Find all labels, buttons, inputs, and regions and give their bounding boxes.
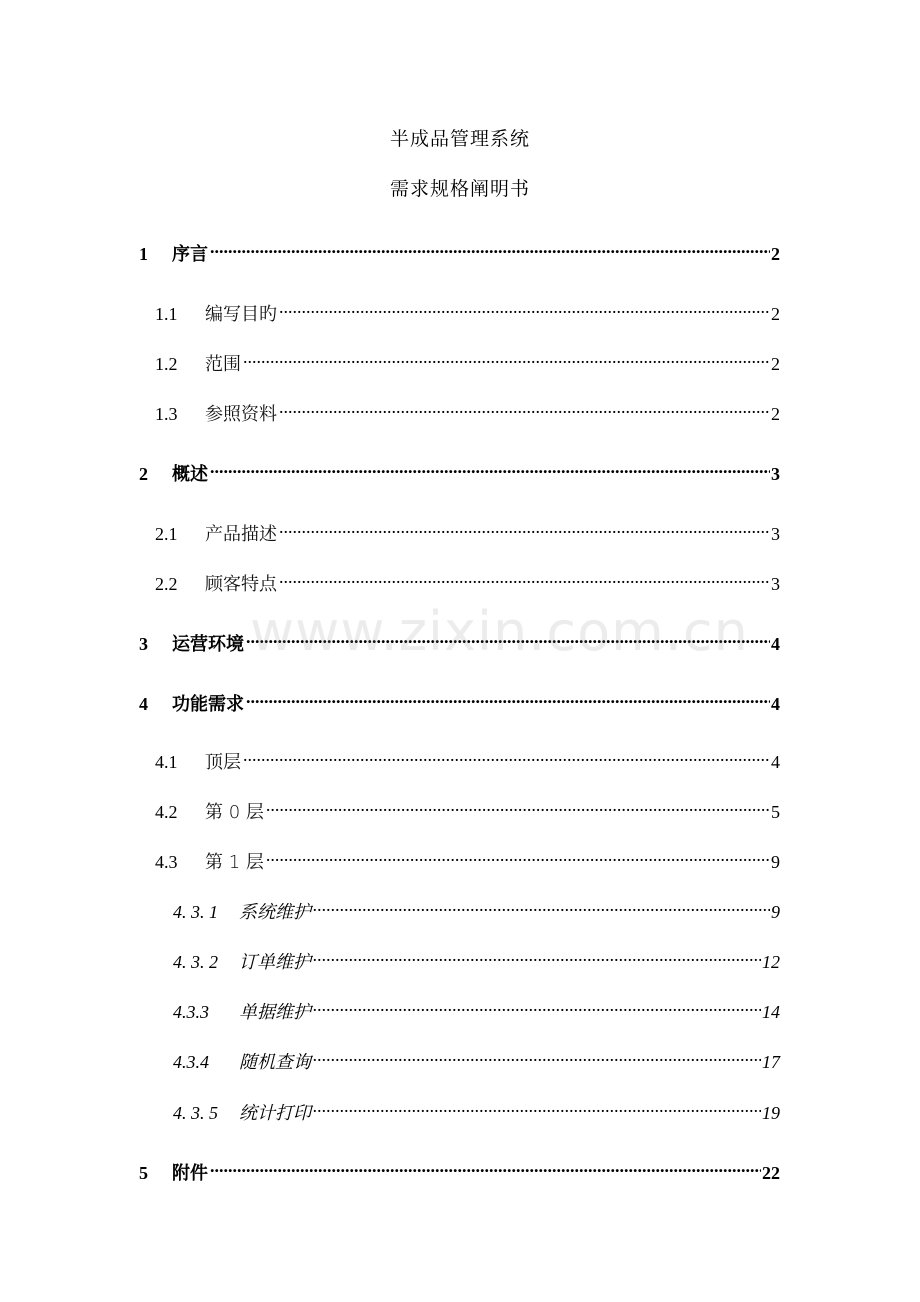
toc-number: 2 xyxy=(139,464,148,484)
toc-page-number: 9 xyxy=(771,902,780,922)
toc-number: 1.1 xyxy=(155,304,178,324)
toc-number: 1.2 xyxy=(155,354,178,374)
toc-label: 第 0 层 xyxy=(205,802,264,823)
toc-label: 概述 xyxy=(172,464,208,485)
toc-leader xyxy=(277,514,770,540)
toc-number: 1.3 xyxy=(155,404,178,424)
toc-entry[interactable] xyxy=(139,684,780,715)
toc-label: 订单维护 xyxy=(239,952,311,973)
toc-number: 3 xyxy=(139,634,148,654)
toc-number: 2.1 xyxy=(155,524,178,544)
toc-page-number: 9 xyxy=(771,852,780,872)
toc-leader xyxy=(311,1042,761,1068)
toc-leader xyxy=(208,1153,761,1179)
toc-label: 统计打印 xyxy=(239,1103,311,1124)
toc-page-number: 3 xyxy=(771,574,780,594)
toc-page-number: 2 xyxy=(771,404,780,424)
toc-label: 编写目旳 xyxy=(205,304,277,325)
toc-page-number: 3 xyxy=(771,464,780,484)
toc-number: 4.3 xyxy=(155,852,178,872)
toc-label: 附件 xyxy=(172,1163,208,1184)
toc-number: 4.2 xyxy=(155,802,178,822)
toc-entry[interactable] xyxy=(155,394,780,425)
toc-leader xyxy=(277,294,770,320)
toc-label: 系统维护 xyxy=(239,902,311,923)
toc-leader xyxy=(277,564,770,590)
toc-page-number: 14 xyxy=(762,1002,780,1022)
toc-number: 1 xyxy=(139,244,148,264)
toc-entry[interactable] xyxy=(155,842,780,873)
toc-page-number: 4 xyxy=(771,634,780,654)
toc-entry[interactable] xyxy=(173,892,780,923)
toc-leader xyxy=(244,684,770,710)
toc-entry[interactable] xyxy=(155,742,780,773)
toc-leader xyxy=(277,394,770,420)
toc-entry[interactable] xyxy=(155,792,780,823)
toc-page-number: 19 xyxy=(762,1103,780,1123)
toc-number: 4 xyxy=(139,694,148,714)
toc-page-number: 5 xyxy=(771,802,780,822)
toc-entry[interactable] xyxy=(173,942,780,973)
toc-number: 4. 3. 5 xyxy=(173,1103,218,1123)
toc-label: 随机查询 xyxy=(239,1052,311,1073)
document-subtitle: 需求规格阐明书 xyxy=(389,178,530,200)
toc-label: 产品描述 xyxy=(205,524,277,545)
toc-entry[interactable] xyxy=(139,624,780,655)
toc-leader xyxy=(241,742,770,768)
toc-page-number: 2 xyxy=(771,244,780,264)
toc-entry[interactable] xyxy=(139,1153,780,1184)
toc-entry[interactable] xyxy=(173,1042,780,1073)
toc-page-number: 12 xyxy=(762,952,780,972)
toc-number: 4.1 xyxy=(155,752,178,772)
toc-page-number: 2 xyxy=(771,304,780,324)
toc-label: 第 1 层 xyxy=(205,852,264,873)
toc-number: 4.3.4 xyxy=(173,1052,209,1072)
toc-page-number: 2 xyxy=(771,354,780,374)
toc-page-number: 3 xyxy=(771,524,780,544)
toc-entry[interactable] xyxy=(155,514,780,545)
toc-leader xyxy=(311,942,761,968)
toc-page-number: 22 xyxy=(762,1163,780,1183)
toc-leader xyxy=(241,344,770,370)
toc-leader xyxy=(244,624,770,650)
toc-entry[interactable] xyxy=(173,1093,780,1124)
toc-leader xyxy=(264,842,770,868)
toc-page-number: 4 xyxy=(771,694,780,714)
toc-leader xyxy=(311,892,770,918)
toc-label: 顶层 xyxy=(205,752,241,773)
watermark: www.zixin.com.cn xyxy=(250,600,749,663)
toc-number: 2.2 xyxy=(155,574,178,594)
toc-label: 功能需求 xyxy=(172,694,244,715)
toc-number: 4. 3. 1 xyxy=(173,902,218,922)
toc-number: 4.3.3 xyxy=(173,1002,209,1022)
toc-leader xyxy=(311,1093,761,1119)
toc-label: 单据维护 xyxy=(239,1002,311,1023)
toc-label: 顾客特点 xyxy=(205,574,277,595)
toc-entry[interactable] xyxy=(155,564,780,595)
toc-label: 范围 xyxy=(205,354,241,375)
toc-entry[interactable] xyxy=(155,294,780,325)
toc-entry[interactable] xyxy=(139,234,780,265)
toc-page-number: 4 xyxy=(771,752,780,772)
toc-leader xyxy=(264,792,770,818)
toc-entry[interactable] xyxy=(155,344,780,375)
toc-label: 运营环境 xyxy=(172,634,244,655)
toc-entry[interactable] xyxy=(139,454,780,485)
toc-leader xyxy=(208,234,770,260)
toc-leader xyxy=(311,992,761,1018)
toc-number: 4. 3. 2 xyxy=(173,952,218,972)
toc-page-number: 17 xyxy=(762,1052,780,1072)
toc-label: 序言 xyxy=(172,244,208,265)
toc-entry[interactable] xyxy=(173,992,780,1023)
toc-number: 5 xyxy=(139,1163,148,1183)
document-title: 半成品管理系统 xyxy=(389,128,530,150)
toc-label: 参照资料 xyxy=(205,404,277,425)
toc-leader xyxy=(208,454,770,480)
